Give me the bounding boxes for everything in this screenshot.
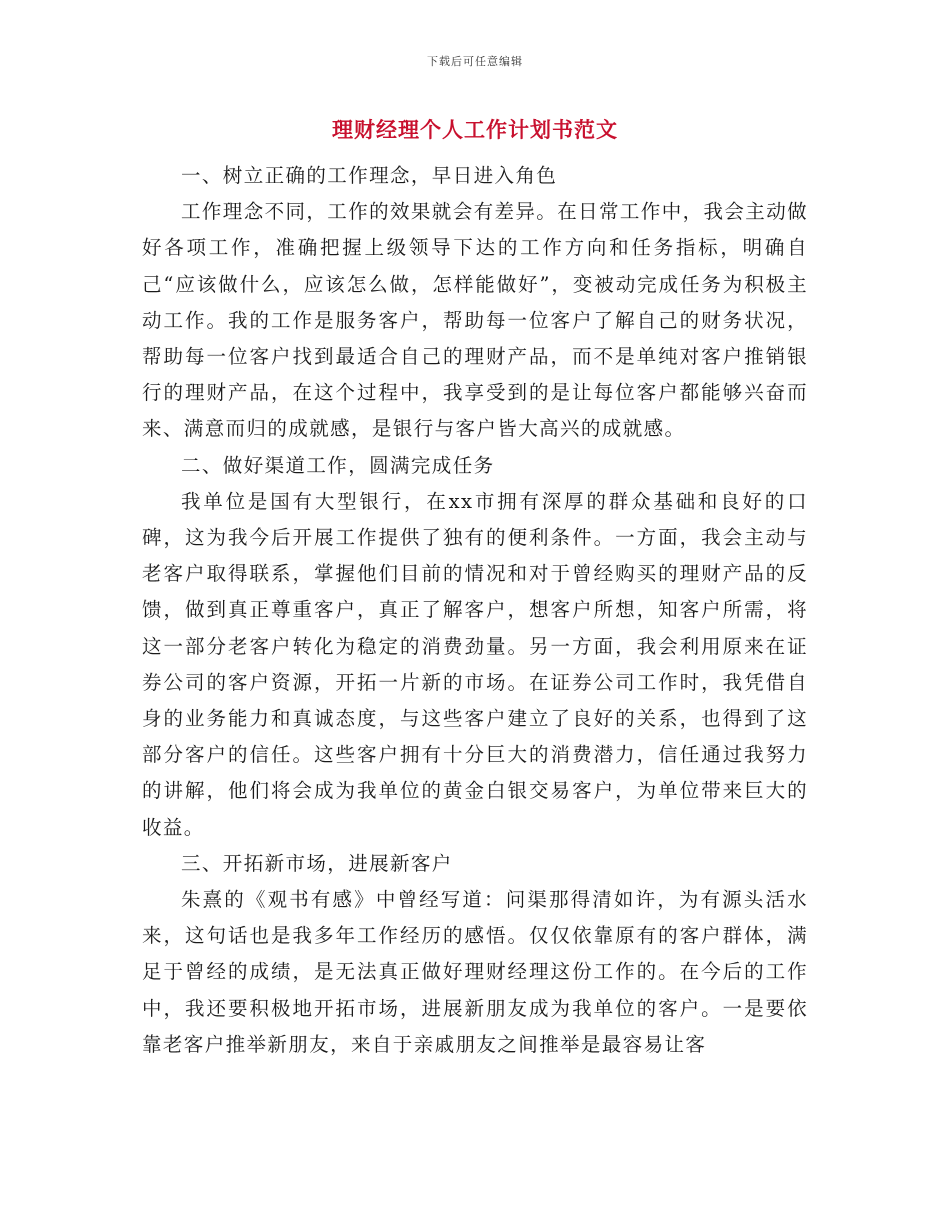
section-heading-3: 三、开拓新市场，进展新客户 xyxy=(181,851,453,875)
paragraph-1: 工作理念不同，工作的效果就会有差异。在日常工作中，我会主动做好各项工作，准确把握上级领导下达的工作方向和任务指标，明确自己“应该做什么，应该怎么做，怎样能做好”，变被动完成任务为积极主动工作。我的工作是服务客户，帮助每一位客户了解自己的财务状况，帮助每一位客户找到最适合自己的理财产品，而不是单纯对客户推销银行的理财产品，在这个过程中，我享受到的是让每位客户都能够兴奋而来、满意而归的成就感，是银行与客户皆大高兴的成就感。 xyxy=(142,200,809,441)
paragraph-3: 朱熹的《观书有感》中曾经写道：问渠那得清如许，为有源头活水来，这句话也是我多年工作经历的感悟。仅仅依靠原有的客户群体，满足于曾经的成绩，是无法真正做好理财经理这份工作的。在今后的工作中，我还要积极地开拓市场，进展新朋友成为我单位的客户。一是要依靠老客户推举新朋友，来自于亲戚朋友之间推举是最容易让客 xyxy=(142,888,808,1056)
paragraph-2: 我单位是国有大型银行，在xx市拥有深厚的群众基础和良好的口碑，这为我今后开展工作提供了独有的便利条件。一方面，我会主动与老客户取得联系，掌握他们目前的情况和对于曾经购买的理财产品的反馈，做到真正尊重客户，真正了解客户，想客户所想，知客户所需，将这一部分老客户转化为稳定的消费劲量。另一方面，我会利用原来在证券公司的客户资源，开拓一片新的市场。在证券公司工作时，我凭借自身的业务能力和真诚态度，与这些客户建立了良好的关系，也得到了这部分客户的信任。这些客户拥有十分巨大的消费潜力，信任通过我努力的讲解，他们将会成为我单位的黄金白银交易客户，为单位带来巨大的收益。 xyxy=(142,489,808,839)
header-note: 下载后可任意编辑 xyxy=(427,55,523,68)
document-body xyxy=(142,158,808,1063)
document-title: 理财经理个人工作计划书范文 xyxy=(332,117,618,142)
section-heading-1: 一、树立正确的工作理念，早日进入角色 xyxy=(181,164,558,187)
section-heading-2: 二、做好渠道工作，圆满完成任务 xyxy=(181,453,495,477)
